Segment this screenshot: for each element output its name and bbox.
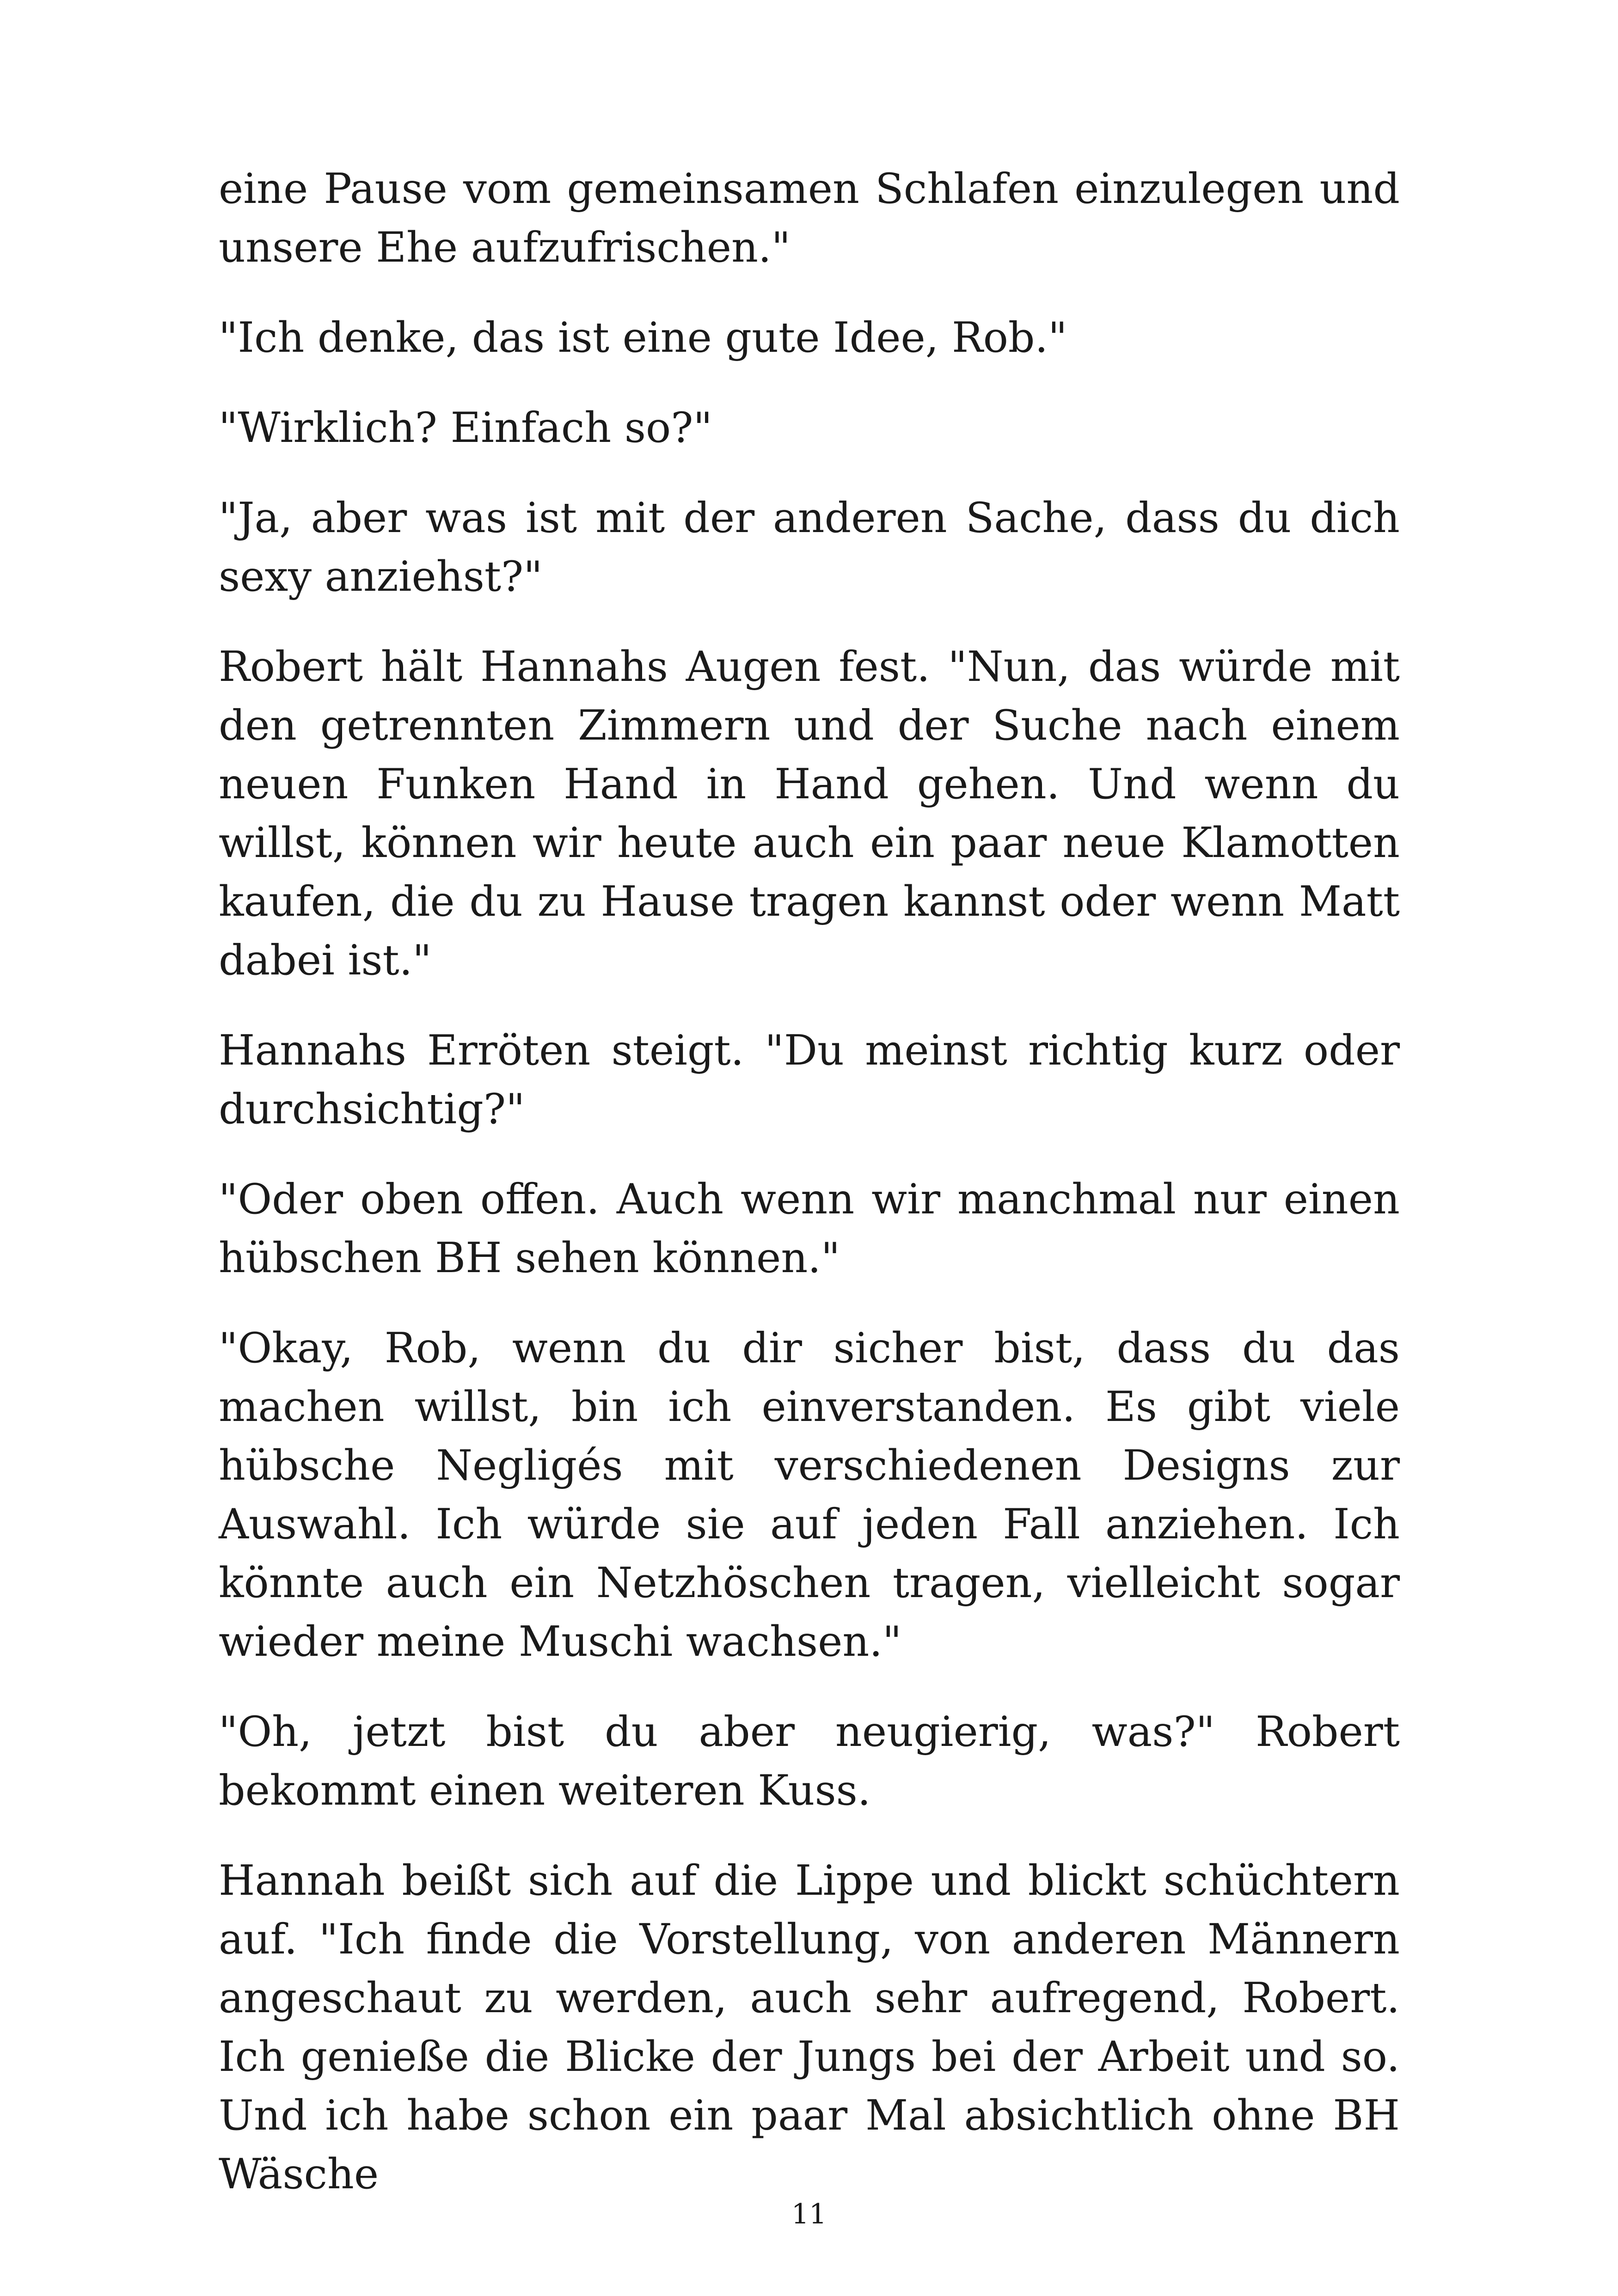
paragraph-6: Hannahs Erröten steigt. "Du meinst richtig kurz oder durchsichtig?" xyxy=(219,1026,1400,1133)
paragraph-3: "Wirklich? Einfach so?" xyxy=(219,404,712,452)
paragraph-2: "Ich denke, das ist eine gute Idee, Rob." xyxy=(219,313,1067,362)
body-text xyxy=(219,159,1400,2235)
paragraph-8: "Okay, Rob, wenn du dir sicher bist, dass du das machen willst, bin ich einverstanden. Es gibt viele hübsche Negligés mit verschiedenen Designs zur Auswahl. Ich würde sie auf jeden Fall anziehen. Ich könnte auch ein Netzhöschen tragen, vielleicht sogar wieder meine Muschi wachsen." xyxy=(219,1324,1400,1666)
paragraph-7: "Oder oben offen. Auch wenn wir manchmal nur einen hübschen BH sehen können." xyxy=(219,1175,1400,1282)
page-number: 11 xyxy=(791,2198,827,2230)
paragraph-10: Hannah beißt sich auf die Lippe und blickt schüchtern auf. "Ich finde die Vorstellung, von anderen Männern angeschaut zu werden, auch sehr aufregend, Robert. Ich genieße die Blicke der Jungs bei der Arbeit und so. Und ich habe schon ein paar Mal absichtlich ohne BH Wäsche xyxy=(219,1856,1400,2198)
paragraph-9: "Oh, jetzt bist du aber neugierig, was?" Robert bekommt einen weiteren Kuss. xyxy=(219,1708,1400,1815)
paragraph-5: Robert hält Hannahs Augen fest. "Nun, das würde mit den getrennten Zimmern und der Suche nach einem neuen Funken Hand in Hand gehen. Und wenn du willst, können wir heute auch ein paar neue Klamotten kaufen, die du zu Hause tragen kannst oder wenn Matt dabei ist." xyxy=(219,643,1400,985)
paragraph-4: "Ja, aber was ist mit der anderen Sache, dass du dich sexy anziehst?" xyxy=(219,494,1400,601)
paragraph-1: eine Pause vom gemeinsamen Schlafen einzulegen und unsere Ehe aufzufrischen." xyxy=(219,165,1400,272)
